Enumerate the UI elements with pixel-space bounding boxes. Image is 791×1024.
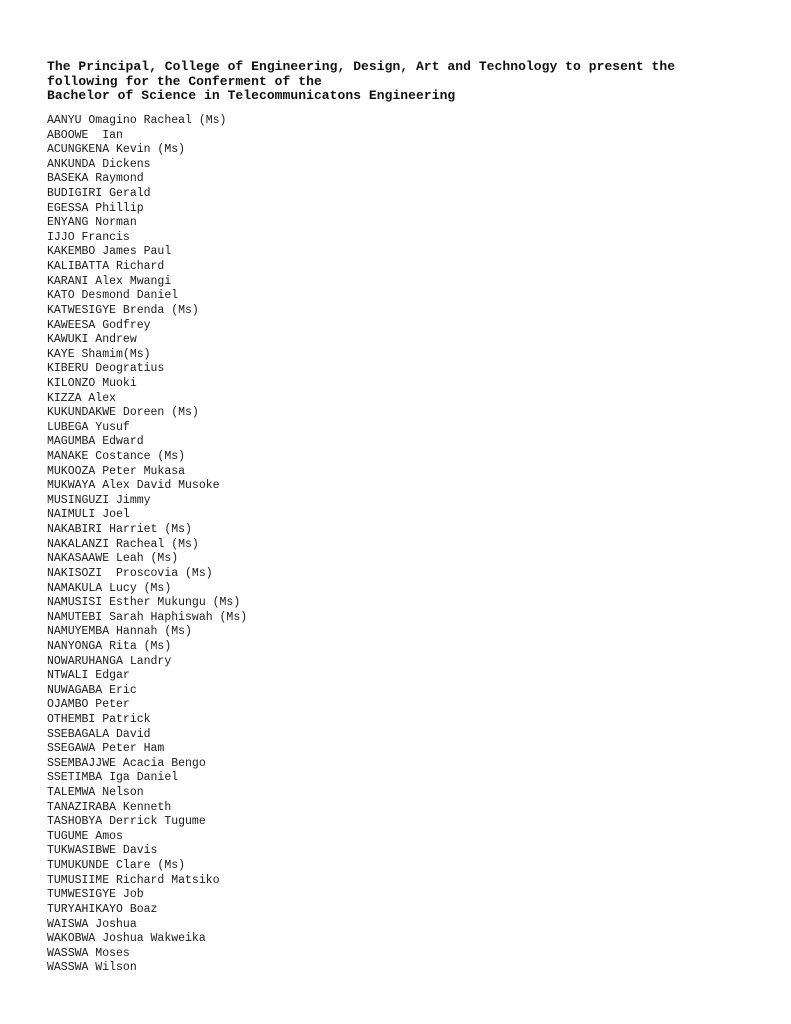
graduate-name: NTWALI Edgar (47, 669, 130, 683)
graduate-name: TANAZIRABA Kenneth (47, 800, 172, 814)
graduate-name: TUMUKUNDE Clare (Ms) (47, 859, 186, 873)
graduate-name: SSEMBAJJWE Acacia Bengo (47, 756, 206, 770)
graduate-name: ABOOWE Ian (47, 128, 123, 142)
graduate-name: ENYANG Norman (47, 216, 137, 230)
graduate-name: EGESSA Phillip (47, 201, 144, 215)
graduate-name: TUGUME Amos (47, 829, 123, 843)
graduate-name: KIZZA Alex (47, 391, 117, 405)
graduate-name: KILONZO Muoki (47, 376, 137, 390)
graduate-name: ANKUNDA Dickens (47, 157, 151, 171)
graduate-name: KUKUNDAKWE Doreen (Ms) (47, 406, 199, 420)
graduate-name: KATWESIGYE Brenda (Ms) (47, 303, 199, 317)
graduate-name: NAKABIRI Harriet (Ms) (47, 523, 192, 537)
graduate-name: AANYU Omagino Racheal (Ms) (47, 114, 227, 127)
graduate-name: SSEBAGALA David (47, 727, 151, 741)
graduate-name: NUWAGABA Eric (47, 683, 137, 697)
graduate-name: NAMUYEMBA Hannah (Ms) (47, 625, 192, 639)
graduate-name: KALIBATTA Richard (47, 260, 165, 274)
graduate-name: TUMUSIIME Richard Matsiko (47, 873, 220, 887)
graduate-name: MUSINGUZI Jimmy (47, 493, 151, 507)
graduate-name: WAISWA Joshua (47, 917, 137, 931)
graduate-name: NAIMULI Joel (47, 508, 130, 522)
graduate-name: KAYE Shamim(Ms) (47, 347, 151, 361)
graduate-name: TURYAHIKAYO Boaz (47, 902, 158, 916)
graduate-name: NAKISOZI Proscovia (Ms) (47, 566, 213, 580)
graduate-name: KAWEESA Godfrey (47, 318, 151, 332)
graduate-name: SSETIMBA Iga Daniel (47, 771, 179, 785)
graduate-name: NOWARUHANGA Landry (47, 654, 172, 668)
header-line-conferment: following for the Conferment of the (47, 73, 322, 89)
graduate-name: BUDIGIRI Gerald (47, 187, 151, 201)
graduate-name: WASSWA Wilson (47, 961, 137, 975)
graduate-name: MUKWAYA Alex David Musoke (47, 479, 220, 493)
graduate-name: OJAMBO Peter (47, 698, 130, 712)
graduate-name: SSEGAWA Peter Ham (47, 742, 165, 756)
graduate-name: ACUNGKENA Kevin (Ms) (47, 143, 186, 157)
header-line-principal: The Principal, College of Engineering, Design, Art and Technology to present the (47, 59, 676, 74)
graduate-name: NAMUSISI Esther Mukungu (Ms) (47, 596, 241, 610)
graduates-list (47, 114, 747, 976)
graduate-name: WAKOBWA Joshua Wakweika (47, 932, 206, 946)
graduate-name: KAKEMBO James Paul (47, 245, 172, 259)
graduate-name: IJJO Francis (47, 230, 130, 244)
graduate-name: OTHEMBI Patrick (47, 712, 151, 726)
graduate-name: NAKASAAWE Leah (Ms) (47, 552, 179, 566)
graduate-name: NANYONGA Rita (Ms) (47, 639, 172, 653)
graduate-name: MUKOOZA Peter Mukasa (47, 464, 186, 478)
graduate-name: KARANI Alex Mwangi (47, 274, 172, 288)
graduate-name: NAMAKULA Lucy (Ms) (47, 581, 172, 595)
graduate-name: MAGUMBA Edward (47, 435, 144, 449)
graduate-name: KAWUKI Andrew (47, 333, 137, 347)
graduate-name: LUBEGA Yusuf (47, 420, 130, 434)
graduate-name: BASEKA Raymond (47, 172, 144, 186)
graduate-name: NAMUTEBI Sarah Haphiswah (Ms) (47, 610, 248, 624)
graduate-name: MANAKE Costance (Ms) (47, 450, 186, 464)
graduate-name: NAKALANZI Racheal (Ms) (47, 537, 199, 551)
conferment-header (47, 60, 747, 104)
graduate-name: TUMWESIGYE Job (47, 888, 144, 902)
graduate-name: WASSWA Moses (47, 946, 130, 960)
graduate-name: TALEMWA Nelson (47, 786, 144, 800)
header-line-degree: Bachelor of Science in Telecommunicatons Engineering (47, 88, 456, 104)
graduate-name: TASHOBYA Derrick Tugume (47, 815, 206, 829)
graduate-name: KIBERU Deogratius (47, 362, 165, 376)
graduate-name: KATO Desmond Daniel (47, 289, 179, 303)
graduate-name: TUKWASIBWE Davis (47, 844, 158, 858)
